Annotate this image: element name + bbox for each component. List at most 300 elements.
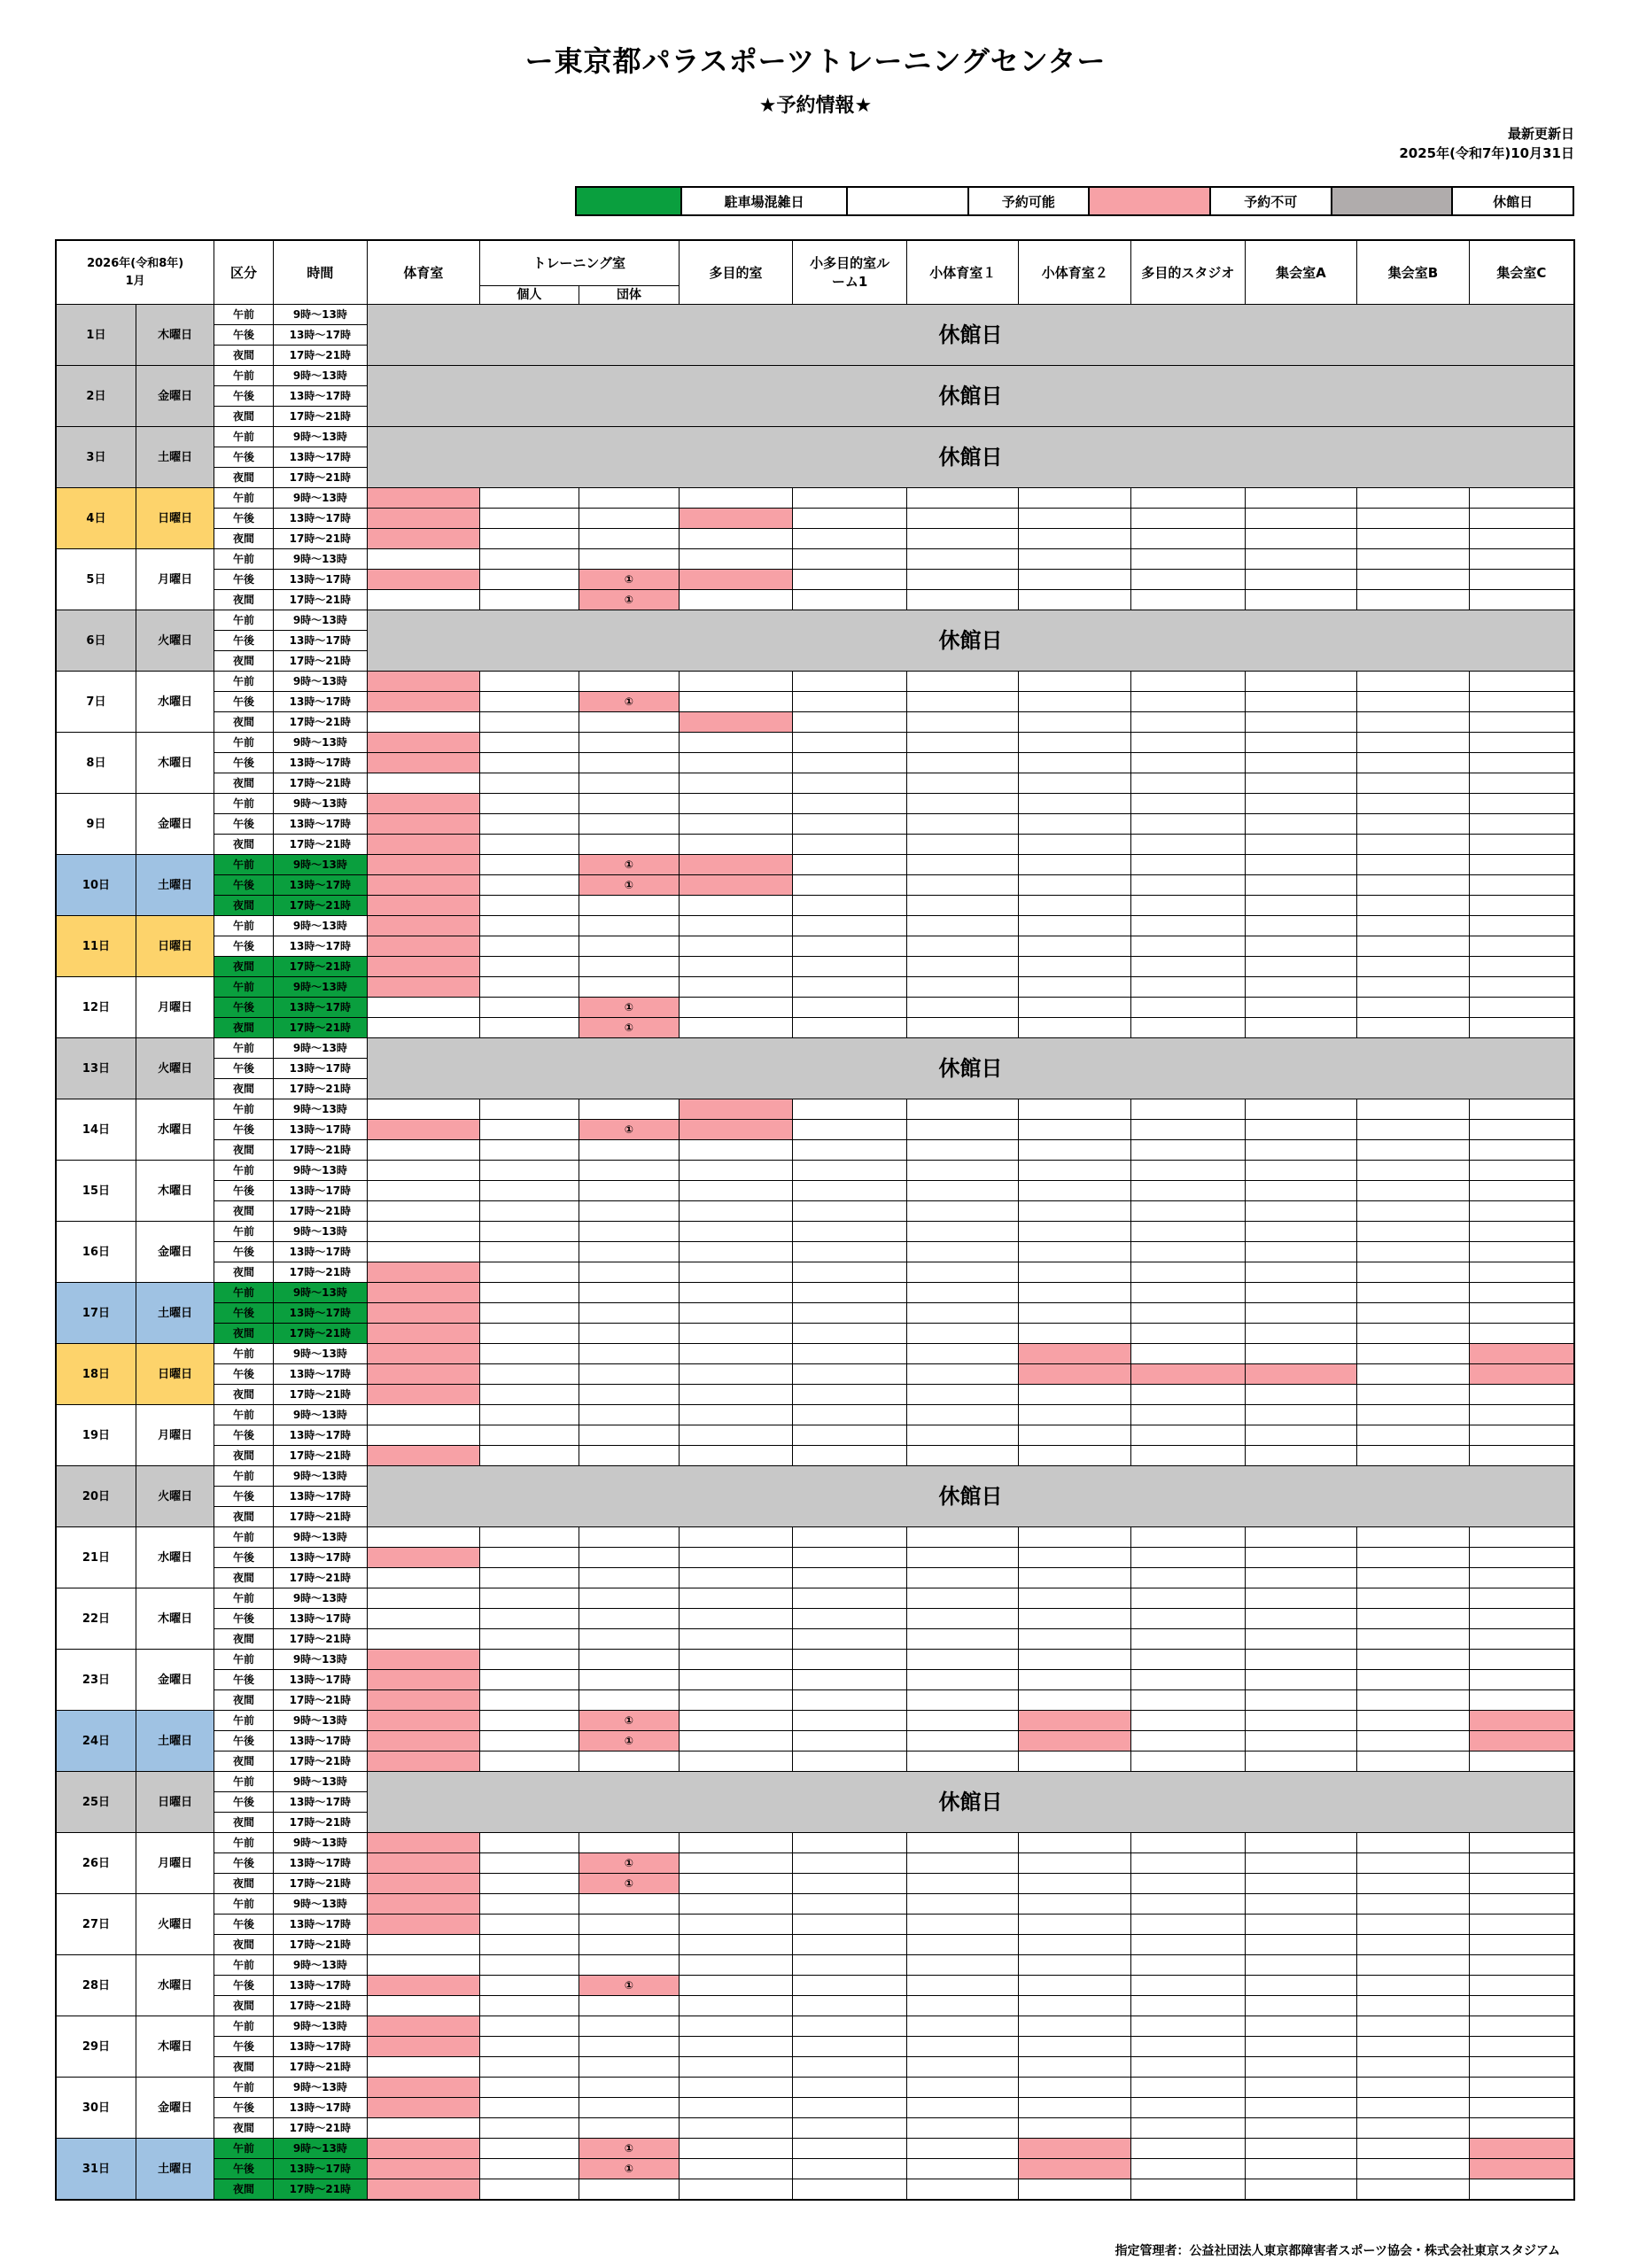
slot-label: 午後 bbox=[214, 1242, 273, 1262]
day-cell: 14日 bbox=[56, 1099, 136, 1161]
schedule-row bbox=[56, 1548, 1574, 1568]
slot-available bbox=[793, 2118, 907, 2139]
slot-available bbox=[368, 1425, 480, 1446]
slot-available bbox=[793, 1364, 907, 1385]
slot-time: 13時～17時 bbox=[273, 1181, 367, 1201]
slot-time: 9時～13時 bbox=[273, 1466, 367, 1487]
slot-available bbox=[579, 1262, 680, 1283]
slot-available bbox=[793, 875, 907, 896]
last-updated-label: 最新更新日 bbox=[1507, 126, 1574, 142]
slot-available bbox=[1019, 1915, 1131, 1935]
slot-available bbox=[1131, 692, 1246, 712]
slot-mark: ① bbox=[579, 1711, 680, 1731]
slot-available bbox=[1019, 814, 1131, 835]
slot-unavailable bbox=[368, 1262, 480, 1283]
day-cell: 2日 bbox=[56, 366, 136, 427]
slot-available bbox=[1357, 1283, 1470, 1303]
slot-available bbox=[679, 1650, 793, 1670]
slot-available bbox=[479, 814, 579, 835]
slot-available bbox=[1469, 570, 1574, 590]
slot-label: 午前 bbox=[214, 1405, 273, 1425]
slot-available bbox=[1131, 2159, 1246, 2179]
slot-time: 9時～13時 bbox=[273, 1099, 367, 1120]
schedule-row bbox=[56, 2037, 1574, 2057]
weekday-cell: 木曜日 bbox=[136, 1588, 214, 1650]
slot-available bbox=[1357, 1955, 1470, 1976]
day-cell: 22日 bbox=[56, 1588, 136, 1650]
slot-available bbox=[1469, 1120, 1574, 1140]
slot-available bbox=[1019, 1976, 1131, 1996]
slot-available bbox=[368, 1222, 480, 1242]
weekday-cell: 土曜日 bbox=[136, 855, 214, 916]
slot-available bbox=[1357, 692, 1470, 712]
slot-available bbox=[479, 753, 579, 773]
slot-time: 9時～13時 bbox=[273, 366, 367, 386]
slot-available bbox=[1131, 1874, 1246, 1894]
slot-available bbox=[479, 1262, 579, 1283]
slot-available bbox=[793, 1222, 907, 1242]
schedule-row bbox=[56, 1262, 1574, 1283]
slot-available bbox=[479, 1548, 579, 1568]
slot-available bbox=[793, 2037, 907, 2057]
room-header-meeting-b: 集会室B bbox=[1357, 240, 1470, 305]
slot-available bbox=[793, 1751, 907, 1772]
slot-available bbox=[1019, 1568, 1131, 1588]
slot-available bbox=[793, 794, 907, 814]
slot-label: 午後 bbox=[214, 386, 273, 407]
slot-available bbox=[1131, 1120, 1246, 1140]
slot-available bbox=[1357, 1894, 1470, 1915]
slot-available bbox=[1357, 1751, 1470, 1772]
slot-time: 13時～17時 bbox=[273, 1303, 367, 1324]
slot-available bbox=[479, 1670, 579, 1690]
slot-unavailable bbox=[1469, 1731, 1574, 1751]
slot-available bbox=[1469, 1099, 1574, 1120]
slot-available bbox=[1469, 1324, 1574, 1344]
schedule-row bbox=[56, 1650, 1574, 1670]
slot-available bbox=[793, 1650, 907, 1670]
slot-available bbox=[579, 1690, 680, 1711]
slot-available bbox=[1131, 814, 1246, 835]
legend-label-closed: 休館日 bbox=[1452, 187, 1573, 215]
room-header-training: トレーニング室 bbox=[479, 240, 679, 286]
slot-label: 午後 bbox=[214, 509, 273, 529]
day-cell: 7日 bbox=[56, 672, 136, 733]
slot-time: 9時～13時 bbox=[273, 1161, 367, 1181]
slot-available bbox=[579, 1425, 680, 1446]
slot-available bbox=[368, 998, 480, 1018]
schedule-row bbox=[56, 1915, 1574, 1935]
slot-available bbox=[1357, 1425, 1470, 1446]
schedule-row bbox=[56, 1731, 1574, 1751]
slot-label: 夜間 bbox=[214, 2118, 273, 2139]
slot-available bbox=[906, 1303, 1019, 1324]
slot-available bbox=[1469, 549, 1574, 570]
slot-label: 夜間 bbox=[214, 1935, 273, 1955]
room-header-small-multipurpose bbox=[793, 240, 907, 305]
slot-available bbox=[1357, 1629, 1470, 1650]
slot-available bbox=[793, 1833, 907, 1853]
slot-available bbox=[906, 1915, 1019, 1935]
slot-available bbox=[1245, 896, 1357, 916]
slot-time: 17時～21時 bbox=[273, 590, 367, 610]
slot-available bbox=[479, 509, 579, 529]
slot-available bbox=[579, 916, 680, 936]
slot-available bbox=[1357, 1711, 1470, 1731]
slot-available bbox=[1019, 835, 1131, 855]
slot-available bbox=[906, 2139, 1019, 2159]
slot-available bbox=[479, 1751, 579, 1772]
slot-available bbox=[1245, 1853, 1357, 1874]
schedule-row bbox=[56, 794, 1574, 814]
slot-available bbox=[479, 2016, 579, 2037]
slot-available bbox=[579, 733, 680, 753]
slot-available bbox=[679, 814, 793, 835]
weekday-cell: 水曜日 bbox=[136, 1955, 214, 2016]
slot-available bbox=[1131, 1833, 1246, 1853]
slot-available bbox=[793, 1283, 907, 1303]
slot-time: 17時～21時 bbox=[273, 346, 367, 366]
slot-label: 午後 bbox=[214, 1364, 273, 1385]
room-header-studio: 多目的スタジオ bbox=[1131, 240, 1246, 305]
slot-available bbox=[1131, 1527, 1246, 1548]
slot-time: 13時～17時 bbox=[273, 1548, 367, 1568]
slot-available bbox=[1019, 549, 1131, 570]
schedule-row bbox=[56, 1446, 1574, 1466]
slot-mark: ① bbox=[579, 590, 680, 610]
slot-available bbox=[906, 590, 1019, 610]
slot-available bbox=[479, 733, 579, 753]
slot-available bbox=[906, 977, 1019, 998]
slot-available bbox=[1245, 977, 1357, 998]
slot-label: 夜間 bbox=[214, 2057, 273, 2078]
slot-available bbox=[1357, 1833, 1470, 1853]
slot-time: 17時～21時 bbox=[273, 1996, 367, 2016]
slot-available bbox=[579, 1201, 680, 1222]
slot-available bbox=[1469, 1935, 1574, 1955]
slot-available bbox=[1357, 733, 1470, 753]
slot-available bbox=[479, 1344, 579, 1364]
slot-available bbox=[1019, 2078, 1131, 2098]
slot-unavailable bbox=[368, 855, 480, 875]
schedule-row bbox=[56, 509, 1574, 529]
schedule-row bbox=[56, 2078, 1574, 2098]
month-header-year: 2026年(令和8年) bbox=[87, 256, 184, 270]
slot-available bbox=[1131, 1222, 1246, 1242]
slot-available bbox=[793, 1731, 907, 1751]
slot-available bbox=[679, 1161, 793, 1181]
closed-day-cell: 休館日 bbox=[368, 1466, 1574, 1527]
slot-available bbox=[1469, 1262, 1574, 1283]
slot-available bbox=[579, 529, 680, 549]
slot-available bbox=[1131, 753, 1246, 773]
slot-available bbox=[793, 1588, 907, 1609]
day-cell: 21日 bbox=[56, 1527, 136, 1588]
legend-label-available: 予約可能 bbox=[968, 187, 1090, 215]
slot-available bbox=[1469, 672, 1574, 692]
slot-unavailable bbox=[368, 1650, 480, 1670]
slot-available bbox=[1357, 773, 1470, 794]
slot-unavailable bbox=[679, 1099, 793, 1120]
slot-available bbox=[1131, 1996, 1246, 2016]
slot-available bbox=[1131, 2139, 1246, 2159]
slot-time: 13時～17時 bbox=[273, 509, 367, 529]
slot-available bbox=[679, 998, 793, 1018]
slot-available bbox=[793, 1996, 907, 2016]
room-header-meeting-c: 集会室C bbox=[1469, 240, 1574, 305]
slot-available bbox=[579, 1364, 680, 1385]
slot-unavailable bbox=[368, 509, 480, 529]
slot-available bbox=[1469, 1303, 1574, 1324]
slot-available bbox=[1019, 1018, 1131, 1038]
weekday-cell: 水曜日 bbox=[136, 1099, 214, 1161]
slot-label: 午後 bbox=[214, 936, 273, 957]
slot-unavailable bbox=[368, 896, 480, 916]
slot-available bbox=[479, 1609, 579, 1629]
slot-available bbox=[679, 1874, 793, 1894]
slot-available bbox=[1131, 1405, 1246, 1425]
slot-available bbox=[479, 977, 579, 998]
slot-available bbox=[479, 529, 579, 549]
slot-label: 夜間 bbox=[214, 1874, 273, 1894]
slot-available bbox=[1357, 855, 1470, 875]
slot-available bbox=[1245, 814, 1357, 835]
slot-available bbox=[1469, 2057, 1574, 2078]
slot-time: 9時～13時 bbox=[273, 672, 367, 692]
slot-mark: ① bbox=[579, 855, 680, 875]
slot-label: 午前 bbox=[214, 1038, 273, 1059]
slot-available bbox=[579, 1650, 680, 1670]
slot-available bbox=[479, 488, 579, 509]
slot-available bbox=[1131, 835, 1246, 855]
slot-available bbox=[679, 1996, 793, 2016]
slot-available bbox=[1019, 753, 1131, 773]
slot-label: 夜間 bbox=[214, 1018, 273, 1038]
slot-available bbox=[1245, 2159, 1357, 2179]
slot-available bbox=[1131, 1955, 1246, 1976]
slot-available bbox=[479, 1833, 579, 1853]
slot-available bbox=[368, 1201, 480, 1222]
slot-available bbox=[1131, 570, 1246, 590]
closed-day-cell: 休館日 bbox=[368, 366, 1574, 427]
slot-available bbox=[679, 1690, 793, 1711]
slot-unavailable bbox=[1469, 1344, 1574, 1364]
slot-label: 午後 bbox=[214, 447, 273, 468]
slot-available bbox=[368, 1629, 480, 1650]
slot-available bbox=[1019, 936, 1131, 957]
slot-available bbox=[1019, 957, 1131, 977]
slot-available bbox=[1019, 1385, 1131, 1405]
slot-available bbox=[1131, 1935, 1246, 1955]
slot-label: 午後 bbox=[214, 814, 273, 835]
room-header-gym: 体育室 bbox=[368, 240, 480, 305]
slot-time: 9時～13時 bbox=[273, 1222, 367, 1242]
slot-available bbox=[793, 957, 907, 977]
slot-available bbox=[479, 1711, 579, 1731]
last-updated bbox=[1399, 124, 1574, 163]
slot-available bbox=[1245, 1670, 1357, 1690]
slot-time: 17時～21時 bbox=[273, 407, 367, 427]
slot-available bbox=[579, 814, 680, 835]
schedule-row bbox=[56, 2098, 1574, 2118]
slot-label: 夜間 bbox=[214, 835, 273, 855]
slot-available bbox=[793, 509, 907, 529]
slot-unavailable bbox=[368, 753, 480, 773]
slot-available bbox=[906, 936, 1019, 957]
slot-available bbox=[793, 1242, 907, 1262]
schedule-row bbox=[56, 814, 1574, 835]
schedule-row bbox=[56, 570, 1574, 590]
slot-available bbox=[793, 916, 907, 936]
slot-available bbox=[579, 1751, 680, 1772]
slot-label: 夜間 bbox=[214, 712, 273, 733]
slot-label: 午前 bbox=[214, 2078, 273, 2098]
slot-time: 13時～17時 bbox=[273, 1915, 367, 1935]
slot-available bbox=[1019, 712, 1131, 733]
slot-available bbox=[1357, 1344, 1470, 1364]
schedule-row bbox=[56, 1344, 1574, 1364]
slot-available bbox=[1357, 1690, 1470, 1711]
slot-unavailable bbox=[368, 1324, 480, 1344]
slot-available bbox=[1019, 1446, 1131, 1466]
slot-available bbox=[906, 733, 1019, 753]
slot-available bbox=[906, 855, 1019, 875]
month-header-month: 1月 bbox=[125, 274, 145, 288]
slot-available bbox=[1245, 1711, 1357, 1731]
last-updated-date: 2025年(令和7年)10月31日 bbox=[1399, 145, 1574, 161]
slot-time: 13時～17時 bbox=[273, 1853, 367, 1874]
slot-available bbox=[1131, 1915, 1246, 1935]
slot-unavailable bbox=[368, 1690, 480, 1711]
slot-available bbox=[1019, 509, 1131, 529]
slot-available bbox=[679, 896, 793, 916]
slot-available bbox=[793, 590, 907, 610]
slot-available bbox=[679, 488, 793, 509]
slot-available bbox=[579, 672, 680, 692]
closed-day-cell: 休館日 bbox=[368, 1772, 1574, 1833]
slot-available bbox=[679, 1833, 793, 1853]
slot-label: 午前 bbox=[214, 2016, 273, 2037]
slot-available bbox=[906, 1120, 1019, 1140]
slot-available bbox=[1469, 835, 1574, 855]
slot-available bbox=[1469, 1140, 1574, 1161]
slot-time: 13時～17時 bbox=[273, 1120, 367, 1140]
slot-label: 夜間 bbox=[214, 1996, 273, 2016]
slot-available bbox=[1019, 1670, 1131, 1690]
slot-available bbox=[1469, 753, 1574, 773]
schedule-row bbox=[56, 2179, 1574, 2201]
slot-time: 9時～13時 bbox=[273, 733, 367, 753]
schedule-row bbox=[56, 1038, 1574, 1059]
slot-available bbox=[793, 1629, 907, 1650]
slot-available bbox=[579, 1446, 680, 1466]
slot-available bbox=[1131, 2057, 1246, 2078]
slot-available bbox=[1131, 733, 1246, 753]
schedule-body bbox=[56, 305, 1574, 2201]
slot-available bbox=[1019, 692, 1131, 712]
slot-available bbox=[368, 1242, 480, 1262]
slot-available bbox=[1245, 1915, 1357, 1935]
slot-available bbox=[906, 1527, 1019, 1548]
slot-available bbox=[793, 488, 907, 509]
weekday-cell: 木曜日 bbox=[136, 1161, 214, 1222]
slot-available bbox=[793, 2057, 907, 2078]
schedule-row bbox=[56, 936, 1574, 957]
slot-mark: ① bbox=[579, 1018, 680, 1038]
slot-available bbox=[793, 1711, 907, 1731]
slot-available bbox=[479, 835, 579, 855]
slot-available bbox=[1245, 1609, 1357, 1629]
slot-time: 13時～17時 bbox=[273, 1792, 367, 1813]
slot-available bbox=[1469, 1751, 1574, 1772]
slot-available bbox=[1245, 1099, 1357, 1120]
schedule-row bbox=[56, 1935, 1574, 1955]
slot-available bbox=[1019, 1283, 1131, 1303]
slot-unavailable bbox=[368, 2098, 480, 2118]
slot-available bbox=[368, 590, 480, 610]
slot-available bbox=[679, 936, 793, 957]
slot-available bbox=[1357, 835, 1470, 855]
slot-available bbox=[479, 2098, 579, 2118]
slot-label: 午後 bbox=[214, 998, 273, 1018]
slot-available bbox=[906, 1690, 1019, 1711]
slot-available bbox=[1469, 1629, 1574, 1650]
day-cell: 5日 bbox=[56, 549, 136, 610]
slot-available bbox=[479, 1976, 579, 1996]
slot-available bbox=[579, 835, 680, 855]
schedule-row bbox=[56, 692, 1574, 712]
slot-available bbox=[1245, 1385, 1357, 1405]
day-cell: 8日 bbox=[56, 733, 136, 794]
slot-available bbox=[679, 835, 793, 855]
slot-time: 13時～17時 bbox=[273, 1487, 367, 1507]
slot-label: 夜間 bbox=[214, 590, 273, 610]
slot-available bbox=[906, 529, 1019, 549]
slot-available bbox=[1357, 2159, 1470, 2179]
slot-available bbox=[1357, 1874, 1470, 1894]
slot-available bbox=[1357, 1201, 1470, 1222]
schedule-row bbox=[56, 1874, 1574, 1894]
slot-time: 9時～13時 bbox=[273, 610, 367, 631]
schedule-row bbox=[56, 1425, 1574, 1446]
slot-available bbox=[679, 1568, 793, 1588]
slot-available bbox=[1245, 1731, 1357, 1751]
slot-available bbox=[793, 998, 907, 1018]
slot-available bbox=[579, 509, 680, 529]
slot-available bbox=[1245, 855, 1357, 875]
slot-available bbox=[1357, 1527, 1470, 1548]
day-cell: 1日 bbox=[56, 305, 136, 366]
slot-available bbox=[906, 1568, 1019, 1588]
slot-available bbox=[579, 2016, 680, 2037]
slot-available bbox=[479, 1283, 579, 1303]
slot-available bbox=[1245, 2139, 1357, 2159]
slot-available bbox=[793, 733, 907, 753]
slot-available bbox=[1469, 2118, 1574, 2139]
slot-available bbox=[1469, 733, 1574, 753]
slot-label: 午前 bbox=[214, 610, 273, 631]
slot-available bbox=[1245, 1405, 1357, 1425]
slot-available bbox=[1245, 1324, 1357, 1344]
slot-available bbox=[679, 1751, 793, 1772]
slot-available bbox=[1357, 1385, 1470, 1405]
slot-available bbox=[1469, 1425, 1574, 1446]
slot-available bbox=[1357, 2098, 1470, 2118]
slot-time: 13時～17時 bbox=[273, 814, 367, 835]
slot-available bbox=[793, 1324, 907, 1344]
slot-available bbox=[793, 2098, 907, 2118]
slot-label: 夜間 bbox=[214, 407, 273, 427]
